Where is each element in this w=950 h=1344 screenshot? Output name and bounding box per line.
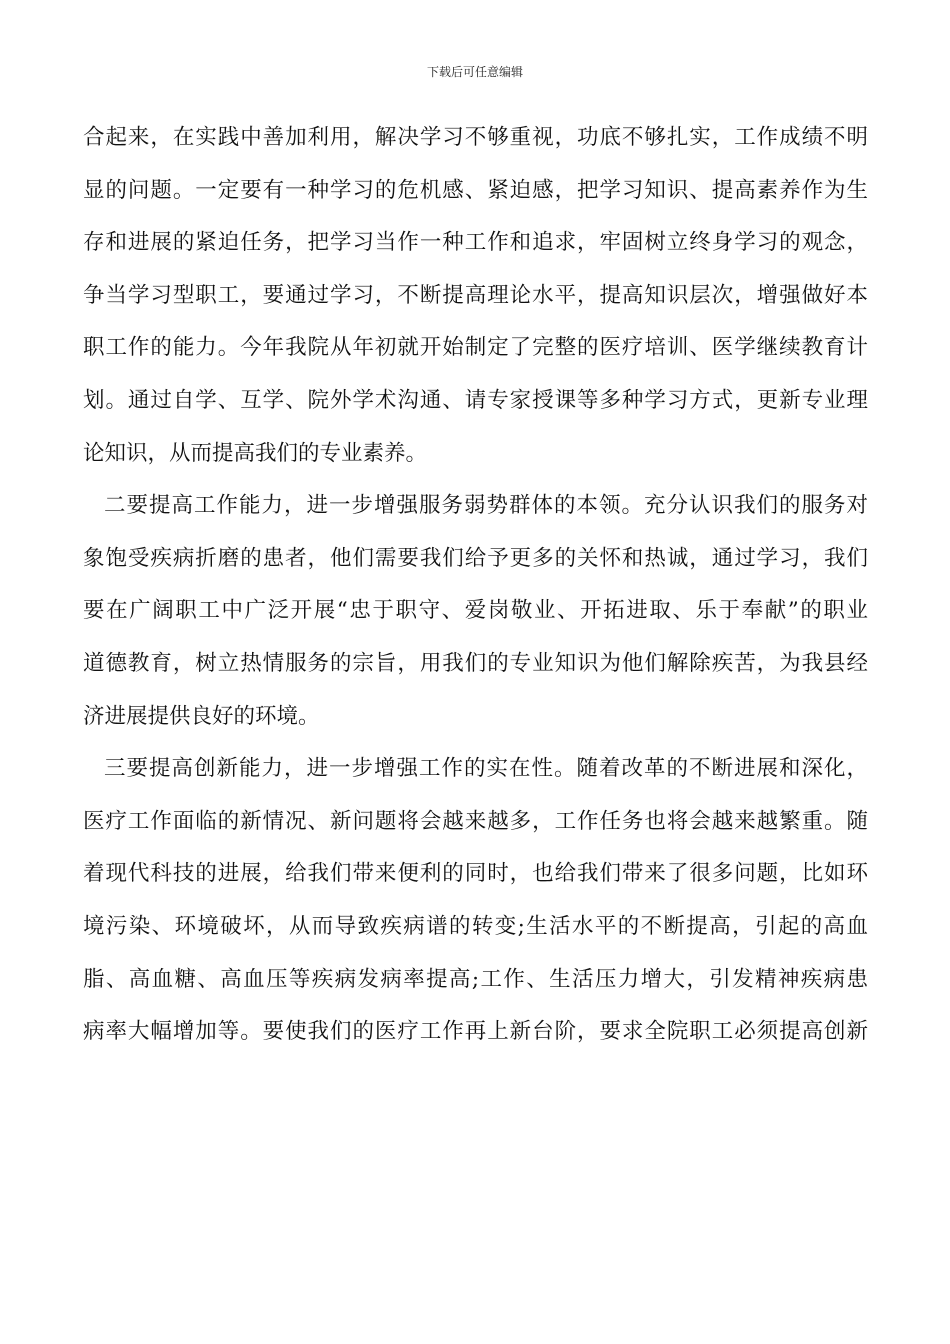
text-line: 论知识，从而提高我们的专业素养。: [83, 440, 428, 466]
text-line: 划。通过自学、互学、院外学术沟通、请专家授课等多种学习方式，更新专业理: [83, 387, 868, 413]
text-line: 显的问题。一定要有一种学习的危机感、紧迫感，把学习知识、提高素养作为生: [83, 177, 868, 203]
text-line: 职工作的能力。今年我院从年初就开始制定了完整的医疗培训、医学继续教育计: [83, 335, 868, 361]
text-line: 道德教育，树立热情服务的宗旨，用我们的专业知识为他们解除疾苦，为我县经: [83, 650, 868, 676]
page-header-note: 下载后可任意编辑: [426, 65, 523, 79]
text-line: 医疗工作面临的新情况、新问题将会越来越多，工作任务也将会越来越繁重。随: [83, 808, 868, 834]
text-line: 象饱受疾病折磨的患者，他们需要我们给予更多的关怀和热诚，通过学习，我们: [83, 545, 868, 571]
document-body: [83, 112, 868, 1059]
text-line: 争当学习型职工，要通过学习，不断提高理论水平，提高知识层次，增强做好本: [83, 282, 868, 308]
paragraph-start-line: 二要提高工作能力，进一步增强服务弱势群体的本领。充分认识我们的服务对: [104, 493, 868, 519]
text-line: 境污染、环境破坏，从而导致疾病谱的转变;生活水平的不断提高，引起的高血: [83, 913, 868, 939]
text-line: 济进展提供良好的环境。: [83, 703, 320, 729]
text-line: 着现代科技的进展，给我们带来便利的同时，也给我们带来了很多问题，比如环: [83, 861, 868, 887]
text-line: 病率大幅增加等。要使我们的医疗工作再上新台阶，要求全院职工必须提高创新: [83, 1019, 868, 1045]
text-line: 合起来，在实践中善加利用，解决学习不够重视，功底不够扎实，工作成绩不明: [83, 125, 868, 150]
paragraph-start-line: 三要提高创新能力，进一步增强工作的实在性。随着改革的不断进展和深化，: [104, 756, 868, 782]
text-line: 存和进展的紧迫任务，把学习当作一种工作和追求，牢固树立终身学习的观念，: [83, 230, 868, 256]
text-line: 要在广阔职工中广泛开展“忠于职守、爱岗敬业、开拓进取、乐于奉献”的职业: [83, 598, 868, 624]
text-line: 脂、高血糖、高血压等疾病发病率提高;工作、生活压力增大，引发精神疾病患: [83, 966, 868, 992]
